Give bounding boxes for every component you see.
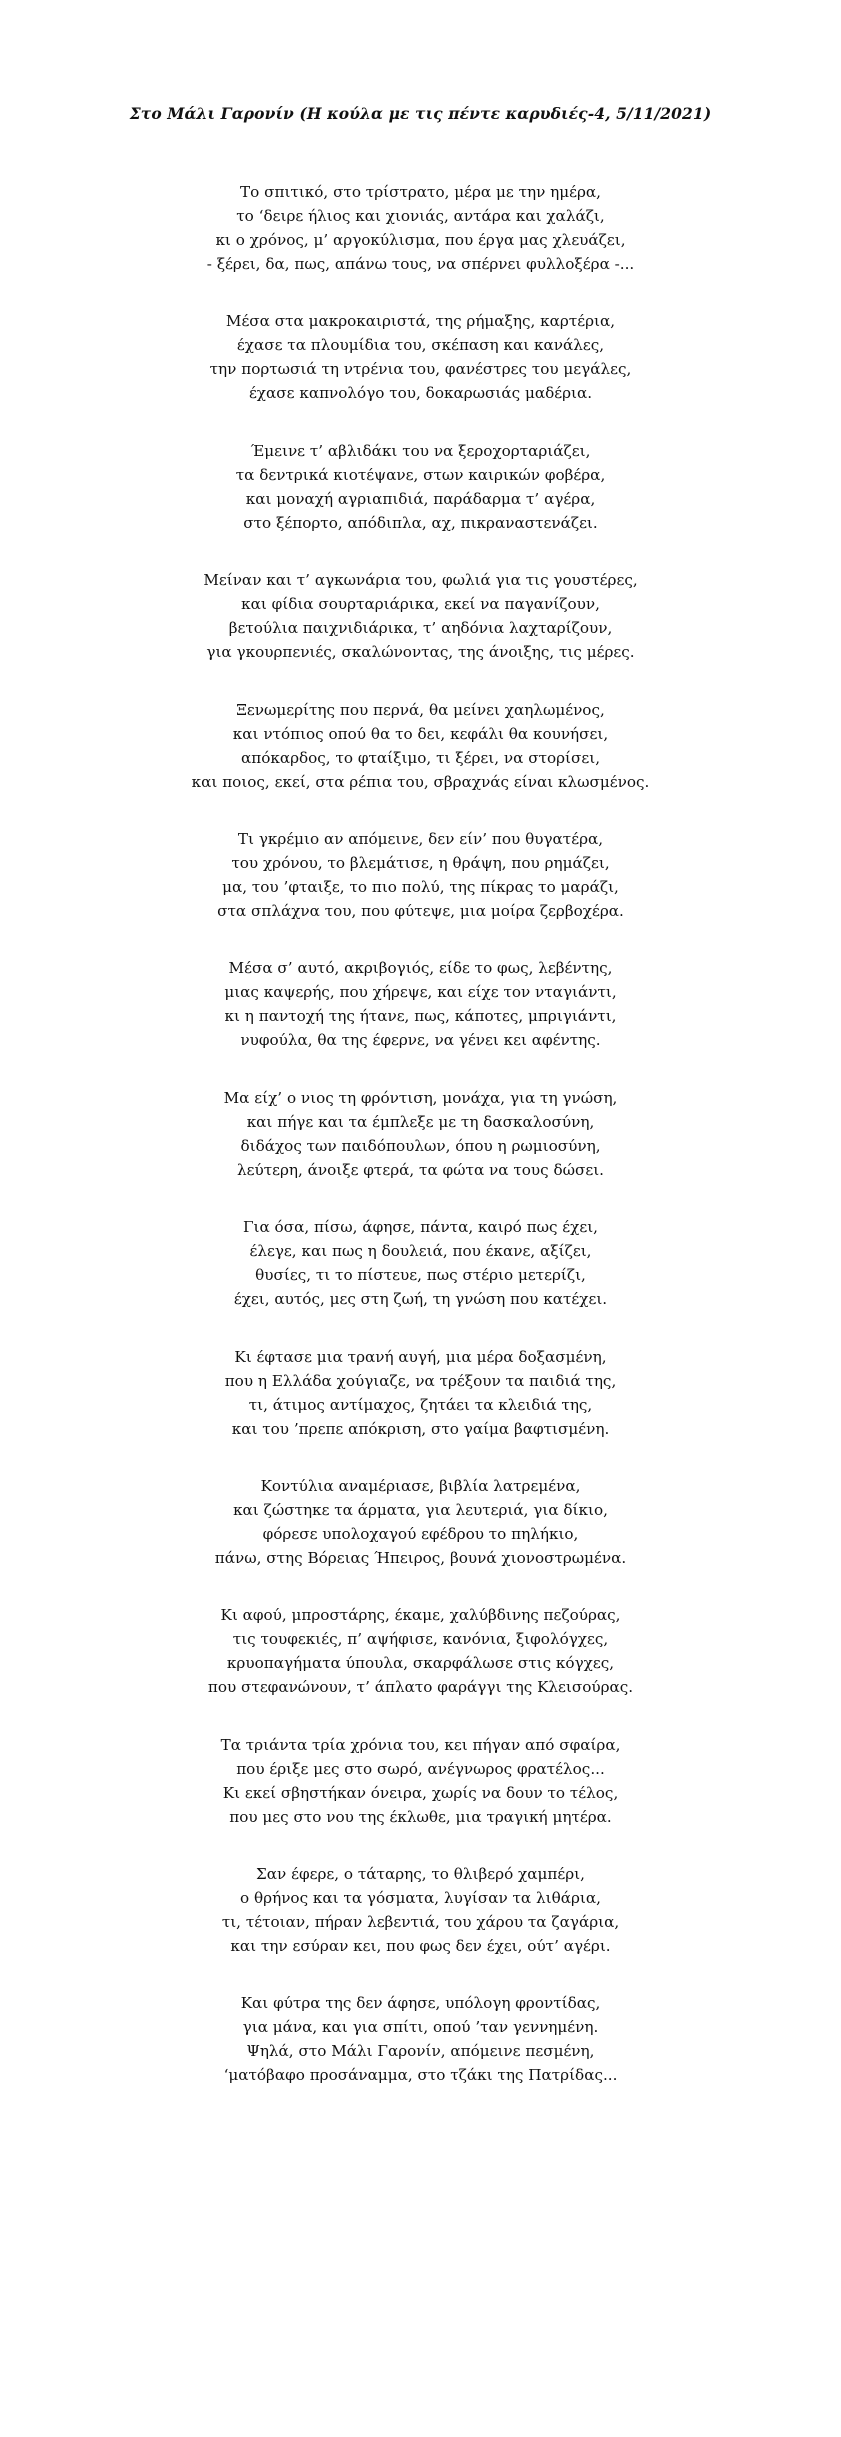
poem-line: κρυοπαγήματα ύπουλα, σκαρφάλωσε στις κόγχες, bbox=[226, 1654, 615, 1673]
poem-stanza bbox=[0, 568, 841, 664]
poem-line: Έμεινε τ’ αβλιδάκι του να ξεροχορταριάζει, bbox=[250, 441, 591, 460]
poem-line: για μάνα, και για σπίτι, οπού ’ταν γεννημένη. bbox=[242, 2018, 599, 2037]
poem-line: ο θρήνος και τα γόσματα, λυγίσαν τα λιθάρια, bbox=[240, 1889, 601, 1908]
poem-line: Μέσα σ’ αυτό, ακριβογιός, είδε το φως, λεβέντης, bbox=[228, 959, 613, 978]
poem-stanza bbox=[0, 1862, 841, 1958]
poem-line: Κι αφού, μπροστάρης, έκαμε, χαλύβδινης πεζούρας, bbox=[220, 1606, 621, 1625]
poem-line: τι, τέτοιαν, πήραν λεβεντιά, του χάρου τα ζαγάρια, bbox=[221, 1913, 620, 1932]
poem-line: και μοναχή αγριαπιδιά, παράδαρμα τ’ αγέρα, bbox=[245, 489, 596, 508]
poem-line: και την εσύραν κει, που φως δεν έχει, ούτ’ αγέρι. bbox=[230, 1937, 611, 1956]
poem-line: για γκουρπενιές, σκαλώνοντας, της άνοιξης, τις μέρες. bbox=[206, 643, 635, 662]
poem-line: και ντόπιος οπού θα το δει, κεφάλι θα κουνήσει, bbox=[232, 724, 609, 743]
poem-line: Και φύτρα της δεν άφησε, υπόλογη φροντίδας, bbox=[240, 1994, 601, 2013]
poem-line: το ‘δειρε ήλιος και χιονιάς, αντάρα και χαλάζι, bbox=[236, 207, 605, 225]
poem-line: Μα είχ’ ο νιος τη φρόντιση, μονάχα, για τη γνώση, bbox=[223, 1088, 618, 1107]
poem-line: που στεφανώνουν, τ’ άπλατο φαράγγι της Κλεισούρας. bbox=[207, 1678, 634, 1697]
poem-line: μα, του ’φταιξε, το πιο πολύ, της πίκρας το μαράζι, bbox=[222, 877, 619, 896]
poem-line: που η Ελλάδα χούγιαζε, να τρέξουν τα παιδιά της, bbox=[224, 1371, 617, 1390]
poem-line: διδάχος των παιδόπουλων, όπου η ρωμιοσύνη, bbox=[240, 1136, 601, 1155]
poem-line: του χρόνου, το βλεμάτισε, η θράψη, που ρημάζει, bbox=[231, 853, 610, 872]
poem-line: - ξέρει, δα, πως, απάνω τους, να σπέρνει φυλλοξέρα -... bbox=[206, 255, 635, 273]
poem-line: και ζώστηκε τα άρματα, για λευτεριά, για δίκιο, bbox=[233, 1500, 608, 1519]
poem-stanza bbox=[0, 1345, 841, 1441]
poem-line: έχει, αυτός, μες στη ζωή, τη γνώση που κατέχει. bbox=[233, 1290, 608, 1309]
poem-line: έχασε καπνολόγο του, δοκαρωσιάς μαδέρια. bbox=[248, 384, 593, 403]
poem-line: βετούλια παιχνιδιάρικα, τ’ αηδόνια λαχταρίζουν, bbox=[228, 619, 613, 638]
poem-line: που έριξε μες στο σωρό, ανέγνωρος φρατέλος... bbox=[236, 1759, 605, 1778]
poem-line: ‘ματόβαφο προσάναμμα, στο τζάκι της Πατρίδας... bbox=[223, 2066, 618, 2085]
poem-line: στο ξέπορτο, απόδιπλα, αχ, πικραναστενάζει. bbox=[243, 513, 598, 532]
poem-line: τι, άτιμος αντίμαχος, ζητάει τα κλειδιά της, bbox=[248, 1395, 593, 1414]
poem-line: την πορτωσιά τη ντρένια του, φανέστρες του μεγάλες, bbox=[209, 360, 632, 379]
poem-stanza bbox=[0, 1603, 841, 1699]
poem-stanza bbox=[0, 439, 841, 535]
poem-line: Τα τριάντα τρία χρόνια του, κει πήγαν από σφαίρα, bbox=[220, 1735, 621, 1754]
poem-line: μιας καψερής, που χήρεψε, και είχε τον νταγιάντι, bbox=[224, 983, 617, 1002]
poem-line: κι ο χρόνος, μ’ αργοκύλισμα, που έργα μας χλευάζει, bbox=[215, 231, 626, 249]
poem-stanza bbox=[0, 309, 841, 405]
poem-line: και του ’πρεπε απόκριση, στο γαίμα βαφτισμένη. bbox=[231, 1419, 610, 1438]
poem-line: Κι εκεί σβηστήκαν όνειρα, χωρίς να δουν το τέλος, bbox=[222, 1783, 619, 1802]
poem-line: φόρεσε υπολοχαγού εφέδρου το πηλήκιο, bbox=[262, 1524, 579, 1543]
poem-line: έχασε τα πλουμίδια του, σκέπαση και κανάλες, bbox=[236, 336, 605, 355]
poem-line: Μέσα στα μακροκαιριστά, της ρήμαξης, καρτέρια, bbox=[225, 312, 616, 331]
poem-line: Σαν έφερε, ο τάταρης, το θλιβερό χαμπέρι, bbox=[256, 1865, 585, 1884]
poem-stanza bbox=[0, 956, 841, 1052]
poem-stanza bbox=[0, 1215, 841, 1311]
poem-line: Τι γκρέμιο αν απόμεινε, δεν είν’ που θυγατέρα, bbox=[237, 829, 604, 848]
poem-stanza bbox=[0, 1733, 841, 1829]
poem-line: και ποιος, εκεί, στα ρέπια του, σβραχνάς είναι κλωσμένος. bbox=[191, 772, 650, 791]
poem-line: και φίδια σουρταριάρικα, εκεί να παγανίζουν, bbox=[241, 595, 600, 614]
poem-line: τα δεντρικά κιοτέψανε, στων καιρικών φοβέρα, bbox=[235, 465, 606, 484]
poem-stanza bbox=[0, 1991, 841, 2087]
poem-line: Ψηλά, στο Μάλι Γαρονίν, απόμεινε πεσμένη, bbox=[246, 2042, 595, 2061]
poem-line: και πήγε και τα έμπλεξε με τη δασκαλοσύνη, bbox=[246, 1112, 595, 1131]
poem-line: κι η παντοχή της ήτανε, πως, κάποτες, μπριγιάντι, bbox=[224, 1007, 617, 1026]
poem-line: Το σπιτικό, στο τρίστρατο, μέρα με την ημέρα, bbox=[240, 183, 601, 201]
poem-line: λεύτερη, άνοιξε φτερά, τα φώτα να τους δώσει. bbox=[236, 1160, 605, 1179]
poem-line: τις τουφεκιές, π’ αψήφισε, κανόνια, ξιφολόγχες, bbox=[232, 1630, 609, 1649]
poem-line: έλεγε, και πως η δουλειά, που έκανε, αξίζει, bbox=[249, 1242, 592, 1261]
poem-line: Ξενωμερίτης που περνά, θα μείνει χαηλωμένος, bbox=[236, 700, 605, 719]
poem-title: Στο Μάλι Γαρονίν (Η κούλα με τις πέντε καρυδιές-4, 5/11/2021) bbox=[129, 104, 712, 123]
poem-body bbox=[0, 180, 841, 2121]
poem-stanza bbox=[0, 1086, 841, 1182]
poem-line: Κοντύλια αναμέριασε, βιβλία λατρεμένα, bbox=[260, 1476, 581, 1495]
poem-stanza bbox=[0, 1474, 841, 1570]
poem-stanza bbox=[0, 698, 841, 794]
poem-line: θυσίες, τι το πίστευε, πως στέριο μετερίζι, bbox=[255, 1266, 586, 1285]
poem-line: πάνω, στης Βόρειας Ήπειρος, βουνά χιονοστρωμένα. bbox=[214, 1548, 627, 1567]
poem-line: που μες στο νου της έκλωθε, μια τραγική μητέρα. bbox=[229, 1807, 612, 1826]
poem-stanza bbox=[0, 827, 841, 923]
poem-line: απόκαρδος, το φταίξιμο, τι ξέρει, να στορίσει, bbox=[240, 748, 601, 767]
poem-stanza bbox=[0, 180, 841, 276]
poem-line: Κι έφτασε μια τρανή αυγή, μια μέρα δοξασμένη, bbox=[234, 1347, 607, 1366]
poem-line: στα σπλάχνα του, που φύτεψε, μια μοίρα ζερβοχέρα. bbox=[217, 901, 624, 920]
poem-line: Μείναν και τ’ αγκωνάρια του, φωλιά για τις γουστέρες, bbox=[203, 571, 638, 590]
poem-line: Για όσα, πίσω, άφησε, πάντα, καιρό πως έχει, bbox=[242, 1218, 599, 1237]
poem-line: νυφούλα, θα της έφερνε, να γένει κει αφέντης. bbox=[240, 1031, 601, 1050]
